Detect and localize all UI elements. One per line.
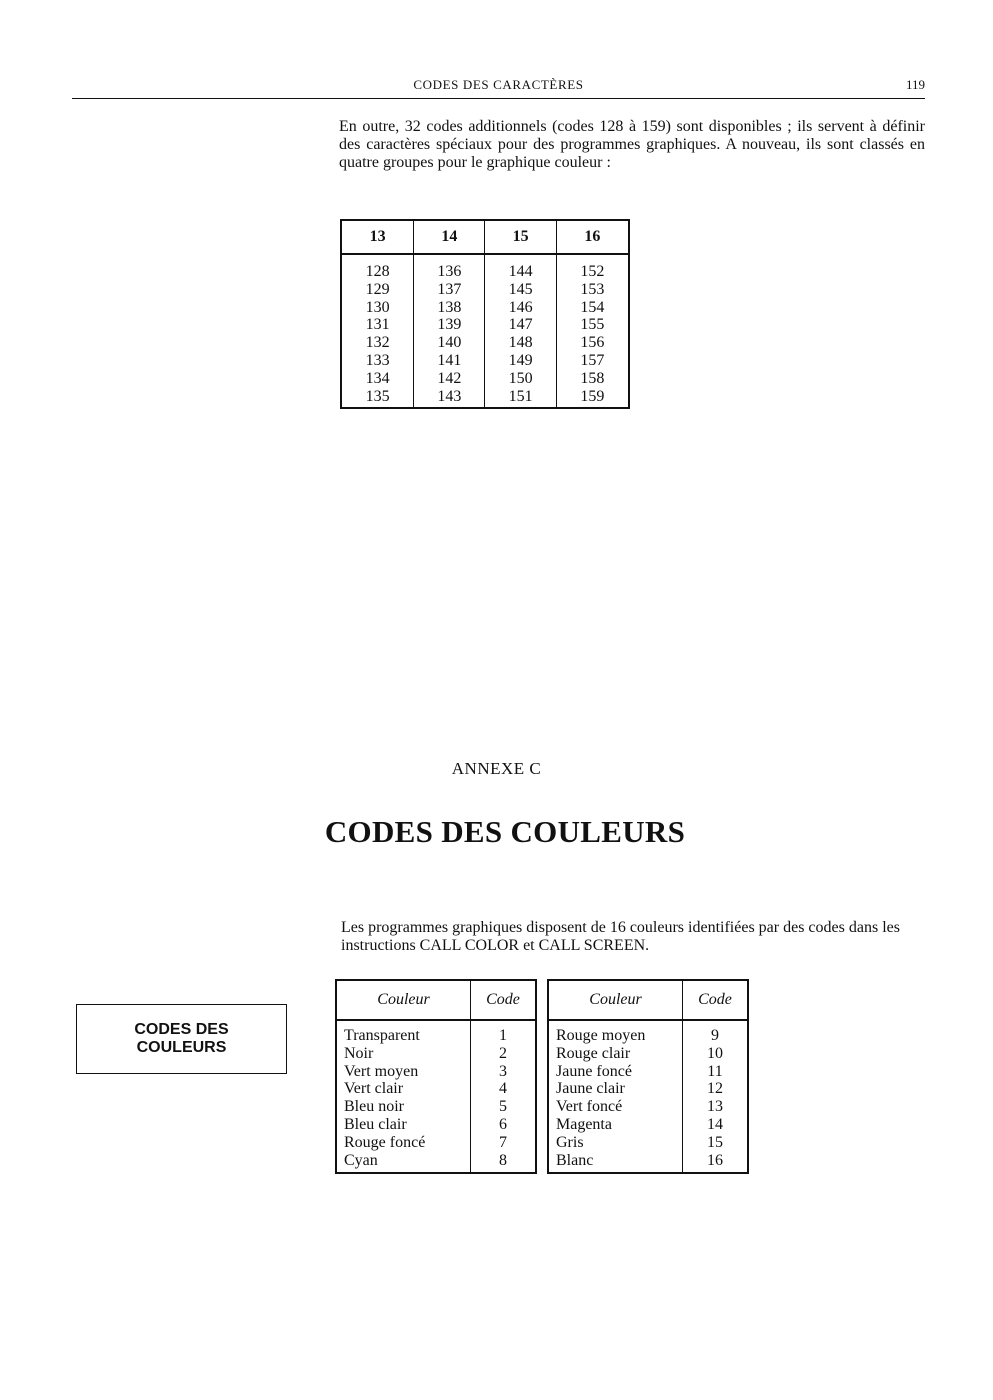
group-header-cell: 15: [485, 220, 556, 254]
color-table-right-body: [548, 1020, 748, 1173]
color-code-cell: 10: [683, 1045, 749, 1063]
color-name-cell: Cyan: [336, 1152, 471, 1174]
intro-paragraph: En outre, 32 codes additionnels (codes 128 à 159) sont disponibles ; ils servent à définir des caractères spéciaux pour des programmes graphiques. A nouveau, ils sont classés en quatre groupes pour le graphique couleur :: [339, 118, 925, 171]
group-table-cell: 139: [414, 316, 485, 334]
color-code-cell: 7: [471, 1134, 537, 1152]
color-code-cell: 6: [471, 1116, 537, 1134]
group-table-cell: 157: [556, 352, 629, 370]
group-table-cell: 131: [341, 316, 414, 334]
color-header: Couleur: [336, 980, 471, 1020]
color-code-cell: 9: [683, 1020, 749, 1045]
group-table-cell: 132: [341, 334, 414, 352]
group-table-cell: 128: [341, 254, 414, 281]
group-header-cell: 16: [556, 220, 629, 254]
group-table-cell: 148: [485, 334, 556, 352]
color-table-row: [336, 1098, 536, 1116]
color-name-cell: Rouge foncé: [336, 1134, 471, 1152]
color-name-cell: Rouge moyen: [548, 1020, 683, 1045]
color-name-cell: Jaune foncé: [548, 1063, 683, 1081]
group-table-cell: 152: [556, 254, 629, 281]
group-header-row: [341, 220, 629, 254]
color-code-cell: 11: [683, 1063, 749, 1081]
color-table-row: [336, 1020, 536, 1045]
color-name-cell: Bleu clair: [336, 1116, 471, 1134]
color-name-cell: Vert foncé: [548, 1098, 683, 1116]
color-table-row: [548, 1152, 748, 1174]
code-header: Code: [471, 980, 537, 1020]
color-name-cell: Magenta: [548, 1116, 683, 1134]
color-table-row: [548, 1134, 748, 1152]
page-header: [72, 76, 925, 99]
color-table-row: [336, 1045, 536, 1063]
group-table-row: [341, 281, 629, 299]
group-table-row: [341, 388, 629, 409]
group-table-cell: 129: [341, 281, 414, 299]
color-code-cell: 1: [471, 1020, 537, 1045]
group-table-cell: 158: [556, 370, 629, 388]
group-table-cell: 159: [556, 388, 629, 409]
group-table-cell: 138: [414, 299, 485, 317]
color-header: Couleur: [548, 980, 683, 1020]
color-code-cell: 5: [471, 1098, 537, 1116]
group-table-cell: 133: [341, 352, 414, 370]
color-code-cell: 16: [683, 1152, 749, 1174]
group-table-cell: 155: [556, 316, 629, 334]
color-name-cell: Vert clair: [336, 1080, 471, 1098]
side-label-line: CODES DES: [134, 1021, 229, 1038]
color-name-cell: Vert moyen: [336, 1063, 471, 1081]
side-label-box: [76, 1004, 287, 1074]
color-name-cell: Gris: [548, 1134, 683, 1152]
color-table-row: [548, 1098, 748, 1116]
color-name-cell: Blanc: [548, 1152, 683, 1174]
color-table-row: [336, 1063, 536, 1081]
section-title: CODES DES COULEURS: [324, 814, 686, 849]
group-table-cell: 136: [414, 254, 485, 281]
group-table-cell: 135: [341, 388, 414, 409]
color-table-right: [547, 979, 749, 1174]
side-label-line: COULEURS: [136, 1039, 227, 1056]
color-table-row: [336, 1116, 536, 1134]
running-title: CODES DES CARACTÈRES: [413, 77, 584, 92]
color-code-cell: 4: [471, 1080, 537, 1098]
group-table-cell: 150: [485, 370, 556, 388]
group-table-row: [341, 254, 629, 281]
group-table-cell: 151: [485, 388, 556, 409]
group-table-cell: 143: [414, 388, 485, 409]
group-table-row: [341, 299, 629, 317]
group-table-cell: 154: [556, 299, 629, 317]
color-name-cell: Jaune clair: [548, 1080, 683, 1098]
color-code-cell: 13: [683, 1098, 749, 1116]
group-table-cell: 149: [485, 352, 556, 370]
color-code-cell: 8: [471, 1152, 537, 1174]
group-table-row: [341, 352, 629, 370]
color-table-row: [548, 1045, 748, 1063]
group-table-cell: 146: [485, 299, 556, 317]
group-header-cell: 14: [414, 220, 485, 254]
color-name-cell: Noir: [336, 1045, 471, 1063]
color-name-cell: Rouge clair: [548, 1045, 683, 1063]
group-table-cell: 147: [485, 316, 556, 334]
color-table-row: [548, 1116, 748, 1134]
group-table-cell: 142: [414, 370, 485, 388]
color-table-left-body: [336, 1020, 536, 1173]
color-table-left: [335, 979, 537, 1174]
group-header-cell: 13: [341, 220, 414, 254]
character-group-table: [340, 219, 630, 409]
group-table-cell: 134: [341, 370, 414, 388]
color-table-row: [548, 1080, 748, 1098]
color-header-row: [336, 980, 536, 1020]
color-table-row: [548, 1063, 748, 1081]
color-table-row: [336, 1134, 536, 1152]
group-table-cell: 140: [414, 334, 485, 352]
group-table-row: [341, 316, 629, 334]
color-code-cell: 15: [683, 1134, 749, 1152]
color-code-cell: 2: [471, 1045, 537, 1063]
color-table-row: [336, 1080, 536, 1098]
color-code-cell: 3: [471, 1063, 537, 1081]
group-table-body: [341, 254, 629, 408]
group-table-cell: 137: [414, 281, 485, 299]
group-table-cell: 156: [556, 334, 629, 352]
group-table-cell: 145: [485, 281, 556, 299]
color-table-row: [548, 1020, 748, 1045]
group-table-cell: 130: [341, 299, 414, 317]
page-number: 119: [905, 77, 925, 92]
color-code-cell: 12: [683, 1080, 749, 1098]
group-table-cell: 153: [556, 281, 629, 299]
color-name-cell: Transparent: [336, 1020, 471, 1045]
code-header: Code: [683, 980, 749, 1020]
group-table-cell: 144: [485, 254, 556, 281]
annexe-label: ANNEXE C: [451, 759, 542, 778]
color-name-cell: Bleu noir: [336, 1098, 471, 1116]
group-table-row: [341, 334, 629, 352]
group-table-cell: 141: [414, 352, 485, 370]
color-code-cell: 14: [683, 1116, 749, 1134]
colors-intro-paragraph: Les programmes graphiques disposent de 16 couleurs identifiées par des codes dans les instructions CALL COLOR et CALL SCREEN.: [341, 919, 900, 954]
color-table-row: [336, 1152, 536, 1174]
group-table-row: [341, 370, 629, 388]
color-header-row: [548, 980, 748, 1020]
